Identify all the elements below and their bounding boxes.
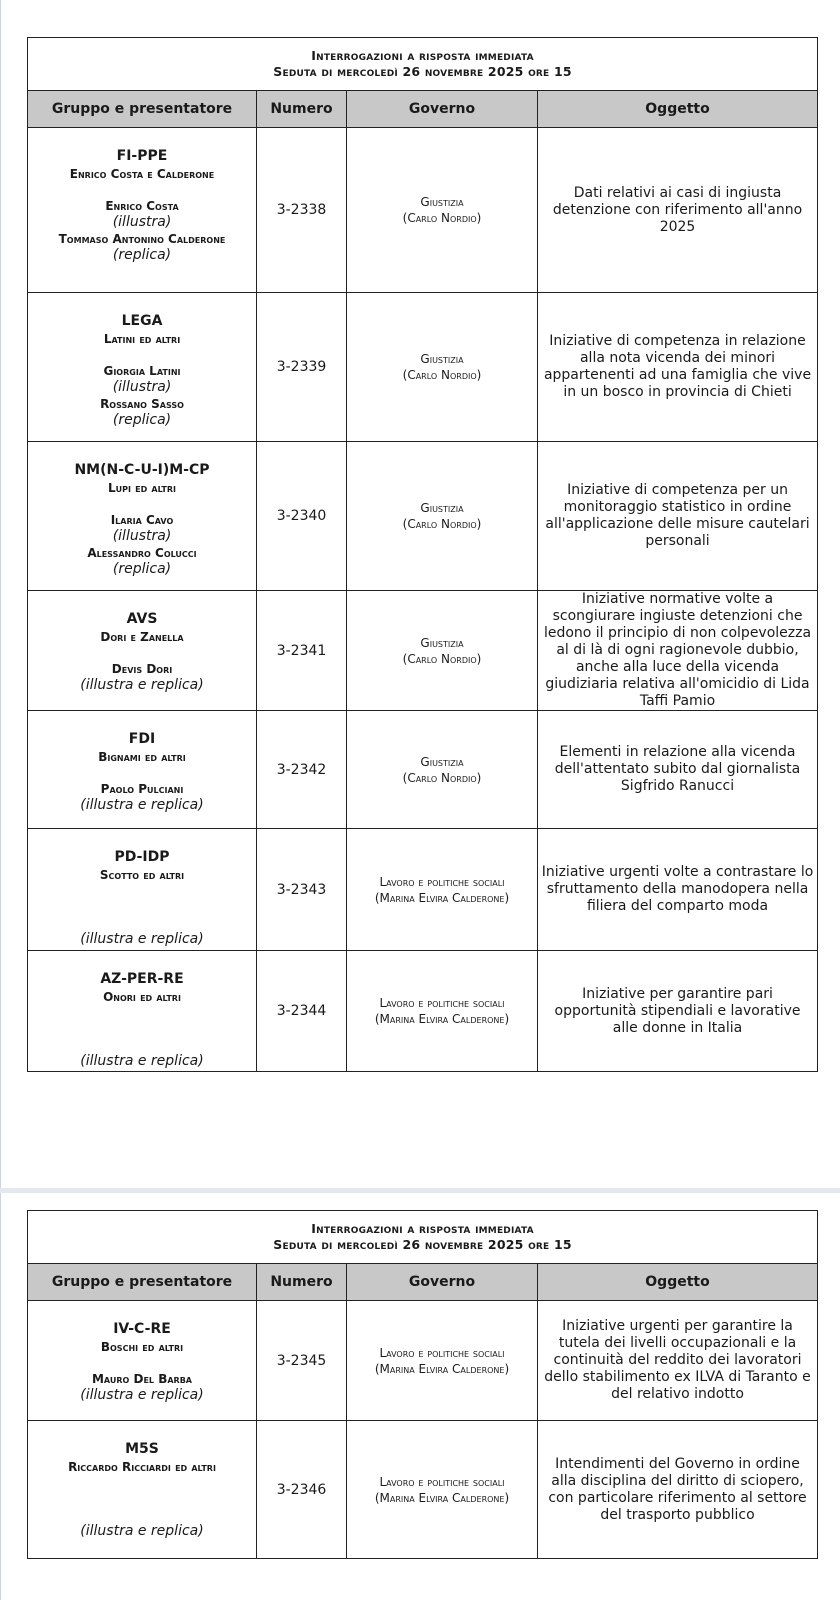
presenter-name: Tommaso Antonino Calderone [58,232,226,246]
table-row [28,442,818,591]
presenter-role: (illustra e replica) [80,1387,204,1403]
title-line-1: Interrogazioni a risposta immediata [311,1221,534,1236]
first-signatories: Latini ed altri [103,332,181,346]
subject-cell: Iniziative urgenti per garantire la tutela dei livelli occupazionali e la continuità del reddito dei lavoratori dello stabilimento ex ILVA di Taranto e del relativo indotto [538,1301,818,1421]
column-header-row [28,1264,818,1301]
col-header-number: Numero [257,91,347,128]
subject-cell: Iniziative urgenti volte a contrastare lo sfruttamento della manodopera nella filiera del comparto moda [538,829,818,951]
presenter-name: Paolo Pulciani [100,782,184,796]
ministry: Giustizia [420,501,464,515]
government-cell [347,711,538,829]
presenter-name [28,1021,256,1037]
presenter-role: (illustra e replica) [80,797,204,813]
question-number: 3-2343 [257,829,347,951]
title-line-2: Seduta di mercoledì 26 novembre 2025 ore 15 [273,64,572,79]
col-header-number: Numero [257,1264,347,1301]
minister: (Marina Elvira Calderone) [374,1012,510,1026]
ministry: Giustizia [420,195,464,209]
group-cell [28,1421,257,1559]
group-name: LEGA [121,313,163,329]
table-row [28,951,818,1072]
subject-cell: Dati relativi ai casi di ingiusta detenzione con riferimento all'anno 2025 [538,128,818,293]
col-header-subject: Oggetto [538,1264,818,1301]
first-signatories: Boschi ed altri [100,1340,184,1354]
first-signatories: Onori ed altri [103,990,181,1004]
question-number: 3-2340 [257,442,347,591]
presenter-name: Giorgia Latini [103,364,181,378]
subject-cell: Elementi in relazione alla vicenda dell'attentato subito dal giornalista Sigfrido Ranucci [538,711,818,829]
first-signatories: Riccardo Ricciardi ed altri [68,1460,216,1474]
government-cell [347,293,538,442]
minister: (Carlo Nordio) [402,517,482,531]
presenter-name: Rossano Sasso [100,397,184,411]
table-title [28,38,818,91]
table-row [28,829,818,951]
subject-cell: Iniziative normative volte a scongiurare ingiuste detenzioni che ledono il principio di non colpevolezza al di là di ogni ragionevole dubbio, anche alla luce della vicenda giudiziaria relativa all'omicidio di Lida Taffi Pamio [538,591,818,711]
government-cell [347,829,538,951]
group-name: M5S [125,1441,159,1457]
group-cell [28,128,257,293]
table-row [28,1301,818,1421]
presenter-role: (replica) [112,247,172,263]
group-name: AZ-PER-RE [100,971,184,987]
table-title [28,1211,818,1264]
presenter-role: (replica) [112,561,172,577]
document-page-2 [0,1193,840,1600]
column-header-row [28,91,818,128]
schedule-table [27,1210,818,1559]
minister: (Carlo Nordio) [402,368,482,382]
group-name: FDI [128,731,156,747]
government-cell [347,1301,538,1421]
col-header-government: Governo [347,1264,538,1301]
presenter-name: Alessandro Colucci [87,546,197,560]
government-cell [347,128,538,293]
group-name: NM(N-C-U-I)M-CP [74,462,210,478]
question-number: 3-2338 [257,128,347,293]
group-name: PD-IDP [114,849,170,865]
group-name: FI-PPE [116,148,168,164]
group-cell [28,951,257,1072]
col-header-government: Governo [347,91,538,128]
first-signatories: Lupi ed altri [107,481,176,495]
minister: (Carlo Nordio) [402,651,482,666]
presenter-name [28,1491,256,1523]
question-number: 3-2339 [257,293,347,442]
subject-cell: Intendimenti del Governo in ordine alla disciplina del diritto di sciopero, con particolare riferimento al settore del trasporto pubblico [538,1421,818,1559]
minister: (Marina Elvira Calderone) [374,1361,510,1376]
presenter-name: Enrico Costa [105,199,179,213]
ministry: Giustizia [420,352,464,366]
schedule-table [27,37,818,1072]
title-line-2: Seduta di mercoledì 26 novembre 2025 ore 15 [273,1237,572,1252]
subject-cell: Iniziative di competenza in relazione alla nota vicenda dei minori appartenenti ad una famiglia che vive in un bosco in provincia di Chieti [538,293,818,442]
minister: (Carlo Nordio) [402,770,482,785]
table-row [28,1421,818,1559]
ministry: Lavoro e politiche sociali [379,996,505,1010]
minister: (Marina Elvira Calderone) [374,1490,510,1505]
col-header-group: Gruppo e presentatore [28,91,257,128]
presenter-role: (illustra e replica) [80,677,204,693]
presenter-role: (illustra) [112,379,172,395]
presenter-role: (illustra) [112,214,172,230]
table-row [28,128,818,293]
group-cell [28,293,257,442]
group-cell [28,711,257,829]
table-row [28,591,818,711]
table-row [28,711,818,829]
government-cell [347,1421,538,1559]
group-name: IV-C-RE [113,1321,171,1337]
col-header-group: Gruppo e presentatore [28,1264,257,1301]
ministry: Giustizia [420,754,464,769]
group-cell [28,829,257,951]
question-number: 3-2342 [257,711,347,829]
first-signatories: Enrico Costa e Calderone [69,167,215,181]
group-cell [28,442,257,591]
ministry: Lavoro e politiche sociali [379,1345,505,1360]
question-number: 3-2345 [257,1301,347,1421]
presenter-name: Ilaria Cavo [110,513,174,527]
ministry: Lavoro e politiche sociali [379,1474,505,1489]
government-cell [347,951,538,1072]
minister: (Marina Elvira Calderone) [374,890,510,905]
first-signatories: Scotto ed altri [99,868,185,882]
presenter-role: (replica) [112,412,172,428]
group-cell [28,1301,257,1421]
presenter-role: (illustra e replica) [80,931,204,947]
question-number: 3-2346 [257,1421,347,1559]
table-row [28,293,818,442]
presenter-role: (illustra e replica) [80,1053,204,1069]
subject-cell: Iniziative per garantire pari opportunità stipendiali e lavorative alle donne in Italia [538,951,818,1072]
question-number: 3-2344 [257,951,347,1072]
first-signatories: Bignami ed altri [98,750,186,764]
presenter-name: Mauro Del Barba [91,1372,192,1386]
presenter-name [28,899,256,915]
col-header-subject: Oggetto [538,91,818,128]
ministry: Lavoro e politiche sociali [379,874,505,889]
question-number: 3-2341 [257,591,347,711]
group-name: AVS [126,611,158,627]
presenter-role: (illustra) [112,528,172,544]
presenter-name: Devis Dori [111,662,173,676]
group-cell [28,591,257,711]
first-signatories: Dori e Zanella [100,630,184,644]
ministry: Giustizia [420,635,464,650]
minister: (Carlo Nordio) [402,211,482,225]
subject-cell: Iniziative di competenza per un monitoraggio statistico in ordine all'applicazione delle misure cautelari personali [538,442,818,591]
title-line-1: Interrogazioni a risposta immediata [311,48,534,63]
presenter-role: (illustra e replica) [80,1523,204,1539]
government-cell [347,591,538,711]
government-cell [347,442,538,591]
